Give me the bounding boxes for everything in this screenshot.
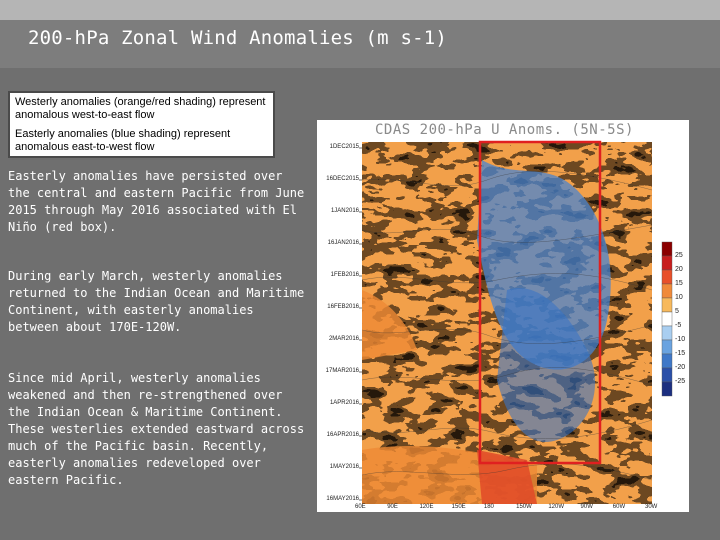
hovmoller-figure [317,120,689,512]
paragraph-el-nino: Easterly anomalies have persisted over the central and eastern Pacific from June 2015 through May 2016 associated with El Niño (red box). [8,169,305,234]
legend-westerly-text: Westerly anomalies (orange/red shading) represent anomalous west-to-east flow [15,96,266,121]
x-axis-label: 180 [483,504,494,510]
x-axis-label: 120E [419,504,434,510]
y-axis-label: 16DEC2015 [326,176,359,182]
top-strip [0,0,720,20]
x-axis-label: 120W [548,504,565,510]
x-axis-label: 90W [580,504,593,510]
colorbar-label: -10 [675,336,686,343]
colorbar-swatch [662,326,672,340]
colorbar-swatch [662,242,672,256]
colorbar-label: 15 [675,280,683,287]
colorbar [662,242,672,396]
y-axis-label: 16JAN2016 [327,240,359,246]
y-axis-label: 16MAY2016 [326,496,359,502]
y-axis-label: 2MAR2016 [328,336,359,342]
colorbar-label: 20 [675,266,683,273]
colorbar-label: -20 [675,364,686,371]
x-axis-label: 60W [612,504,626,510]
y-axis-label: 16FEB2016 [327,304,359,310]
colorbar-label: 10 [675,294,683,301]
legend-easterly-text: Easterly anomalies (blue shading) represent anomalous east-to-west flow [15,128,231,153]
colorbar-label: 5 [675,308,679,315]
x-axis-label: 90E [387,504,398,510]
x-axis-label: 150E [451,504,466,510]
y-axis-label: 17MAR2016 [325,368,359,374]
colorbar-label: 25 [675,252,683,259]
colorbar-swatch [662,256,672,270]
colorbar-swatch [662,298,672,312]
y-axis-label: 1APR2016 [329,400,359,406]
slide-title: 200-hPa Zonal Wind Anomalies (m s-1) [28,27,448,49]
colorbar-swatch [662,354,672,368]
paragraph-mid-april: Since mid April, westerly anomalies weakened and then re-strengthened over the Indian Ocean & Maritime Continent. These westerlies extended eastward across much of the Pacific basin. Recently, easterly anomalies redeveloped over eastern Pacific. [8,371,305,487]
x-axis-label: 150W [516,504,532,510]
colorbar-label: -15 [675,350,686,357]
hovmoller-plot [317,120,689,512]
y-axis-label: 16APR2016 [326,432,359,438]
x-axis-label: 30W [645,504,658,510]
x-axis-label: 60E [355,504,366,510]
colorbar-swatch [662,368,672,382]
paragraph-early-march: During early March, westerly anomalies returned to the Indian Ocean and Maritime Continent, with easterly anomalies between about 170E-120W. [8,269,305,334]
colorbar-swatch [662,270,672,284]
colorbar-swatch [662,340,672,354]
colorbar-label: -5 [675,322,682,329]
y-axis-label: 1MAY2016 [329,464,359,470]
colorbar-swatch [662,382,672,396]
y-axis-label: 1JAN2016 [330,208,359,214]
y-axis-ticks [359,148,362,500]
legend-box [8,91,275,158]
colorbar-label: -25 [675,378,686,385]
figure-title: CDAS 200-hPa U Anoms. (5N-5S) [375,122,634,138]
y-axis-label: 1FEB2016 [330,272,359,278]
colorbar-swatch [662,312,672,326]
colorbar-swatch [662,284,672,298]
y-axis-label: 1DEC2015 [329,144,359,150]
